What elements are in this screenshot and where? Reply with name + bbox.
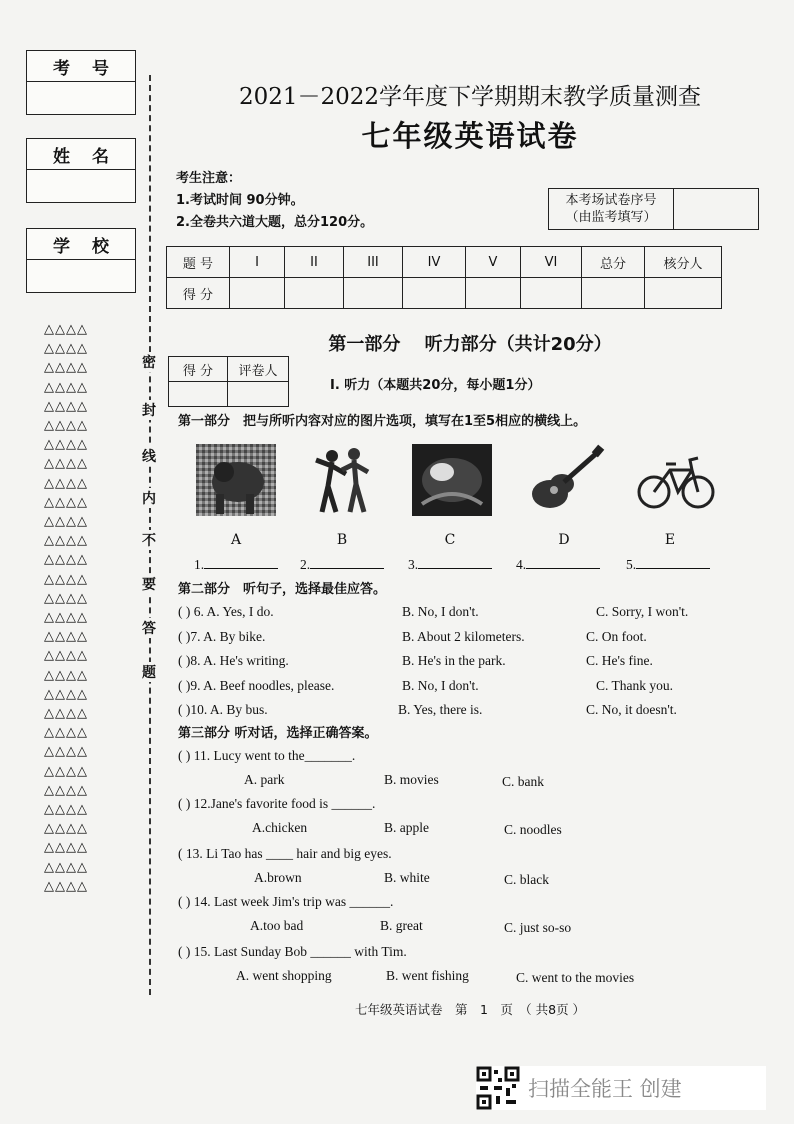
seal-char: 线 bbox=[136, 446, 162, 466]
picture-label: E bbox=[664, 532, 676, 548]
question-13-option-c: C. black bbox=[504, 872, 549, 887]
question-14-option-c: C. just so-so bbox=[504, 920, 572, 935]
part1-title: 第一部分 听力部分（共计20分） bbox=[328, 334, 612, 355]
score-value-cell[interactable] bbox=[582, 278, 645, 309]
blank-number: 2. bbox=[300, 557, 311, 572]
part1-sub2: 第二部分 听句子，选择最佳应答。 bbox=[178, 582, 387, 597]
notice bbox=[176, 168, 373, 234]
score-header-row bbox=[167, 247, 722, 278]
score-header-cell: 总分 bbox=[582, 247, 645, 278]
question-7-option-b: B. About 2 kilometers. bbox=[402, 628, 525, 644]
blank-line[interactable] bbox=[418, 556, 492, 569]
question-6-option-c: C. Sorry, I won't. bbox=[596, 604, 689, 619]
grader-table bbox=[168, 356, 289, 407]
score-header-cell: 题 号 bbox=[167, 247, 230, 278]
grader-score-label: 得 分 bbox=[169, 357, 228, 382]
triangle-row: △△△△ bbox=[44, 878, 88, 894]
triangle-row: △△△△ bbox=[44, 571, 88, 587]
question-15-option-b: B. went fishing bbox=[386, 968, 469, 983]
question-15-stem: ( ) 15. Last Sunday Bob ______ with Tim. bbox=[178, 944, 407, 959]
triangle-row: △△△△ bbox=[44, 437, 88, 453]
part1-sub3: 第三部分 听对话，选择正确答案。 bbox=[178, 726, 378, 741]
triangle-row: △△△△ bbox=[44, 802, 88, 818]
blank-line[interactable] bbox=[204, 556, 278, 569]
question-8-option-b: B. He's in the park. bbox=[402, 653, 506, 668]
name-box bbox=[26, 138, 136, 203]
score-value-cell[interactable] bbox=[645, 278, 722, 309]
answer-blank-item bbox=[626, 556, 710, 573]
question-10-option-b: B. Yes, there is. bbox=[398, 702, 483, 717]
question-13-stem: ( 13. Li Tao has ____ hair and big eyes. bbox=[178, 846, 392, 861]
answer-blank-item bbox=[408, 556, 492, 573]
triangle-row: △△△△ bbox=[44, 648, 88, 664]
exam-number-label: 考号 bbox=[27, 51, 135, 82]
score-table bbox=[166, 246, 722, 309]
seal-char: 不 bbox=[136, 530, 162, 550]
triangle-column bbox=[44, 320, 134, 896]
triangle-row: △△△△ bbox=[44, 533, 88, 549]
score-value-cell[interactable] bbox=[466, 278, 521, 309]
seal-char: 密 bbox=[136, 352, 162, 372]
question-6-option-a: ( ) 6. A. Yes, I do. bbox=[178, 604, 274, 619]
question-8-option-c: C. He's fine. bbox=[586, 653, 653, 668]
triangle-row: △△△△ bbox=[44, 456, 88, 472]
score-header-cell: II bbox=[285, 247, 344, 278]
scanner-watermark bbox=[476, 1066, 766, 1110]
school-box bbox=[26, 228, 136, 293]
triangle-row: △△△△ bbox=[44, 379, 88, 395]
answer-blank-item bbox=[516, 556, 600, 573]
picture-label: D bbox=[558, 532, 570, 548]
triangle-row: △△△△ bbox=[44, 341, 88, 357]
notice-title: 考生注意： bbox=[176, 171, 242, 186]
blank-line[interactable] bbox=[310, 556, 384, 569]
question-14-stem: ( ) 14. Last week Jim's trip was ______. bbox=[178, 894, 394, 909]
question-14-option-a: A.too bad bbox=[250, 918, 304, 933]
question-11-stem: ( ) 11. Lucy went to the_______. bbox=[178, 748, 356, 763]
triangle-row: △△△△ bbox=[44, 840, 88, 856]
picture-label: B bbox=[336, 532, 348, 548]
question-6-option-b: B. No, I don't. bbox=[402, 604, 479, 619]
notice-1: 1.考试时间 90分钟。 bbox=[176, 193, 304, 208]
exam-number-box bbox=[26, 50, 136, 115]
question-9-option-a: ( )9. A. Beef noodles, please. bbox=[178, 677, 335, 693]
score-header-cell: VI bbox=[521, 247, 582, 278]
name-field[interactable] bbox=[27, 170, 135, 202]
seal-char: 要 bbox=[136, 574, 162, 594]
question-12-option-a: A.chicken bbox=[252, 820, 308, 835]
page-footer: 七年级英语试卷 第 1 页 （ 共8页 ） bbox=[354, 1002, 586, 1017]
grader-name-label: 评卷人 bbox=[228, 357, 289, 382]
picture-a-animal bbox=[196, 444, 276, 516]
picture-label: A bbox=[230, 532, 242, 548]
grader-score-field[interactable] bbox=[169, 382, 228, 407]
answer-blank-item bbox=[300, 556, 384, 573]
triangle-row: △△△△ bbox=[44, 744, 88, 760]
answer-blank-item bbox=[194, 556, 278, 573]
question-12-option-c: C. noodles bbox=[504, 822, 562, 837]
question-12-stem: ( ) 12.Jane's favorite food is ______. bbox=[178, 796, 376, 811]
score-header-cell: I bbox=[230, 247, 285, 278]
triangle-row: △△△△ bbox=[44, 782, 88, 798]
score-header-cell: IV bbox=[403, 247, 466, 278]
serial-label-line1: 本考场试卷序号 bbox=[565, 193, 657, 208]
notice-2: 2.全卷共六道大题，总分120分。 bbox=[176, 215, 374, 230]
exam-number-field[interactable] bbox=[27, 82, 135, 114]
triangle-row: △△△△ bbox=[44, 706, 88, 722]
triangle-row: △△△△ bbox=[44, 398, 88, 414]
serial-number-table bbox=[548, 188, 759, 230]
score-value-cell[interactable] bbox=[344, 278, 403, 309]
seal-char: 内 bbox=[136, 488, 162, 508]
question-14-option-b: B. great bbox=[380, 918, 423, 933]
triangle-row: △△△△ bbox=[44, 475, 88, 491]
triangle-row: △△△△ bbox=[44, 360, 88, 376]
question-13-option-a: A.brown bbox=[254, 870, 302, 885]
watermark-text: 扫描全能王 创建 bbox=[528, 1077, 682, 1101]
score-row-label: 得 分 bbox=[167, 278, 230, 309]
triangle-row: △△△△ bbox=[44, 686, 88, 702]
blank-number: 1. bbox=[194, 557, 205, 572]
seal-char: 答 bbox=[136, 618, 162, 638]
score-value-cell[interactable] bbox=[521, 278, 582, 309]
triangle-row: △△△△ bbox=[44, 610, 88, 626]
school-field[interactable] bbox=[27, 260, 135, 292]
blank-line[interactable] bbox=[636, 556, 710, 569]
serial-number-field[interactable] bbox=[674, 189, 759, 230]
triangle-row: △△△△ bbox=[44, 629, 88, 645]
triangle-row: △△△△ bbox=[44, 821, 88, 837]
name-label: 姓名 bbox=[27, 139, 135, 170]
triangle-row: △△△△ bbox=[44, 725, 88, 741]
grader-name-field[interactable] bbox=[228, 382, 289, 407]
triangle-row: △△△△ bbox=[44, 322, 88, 337]
blank-number: 5. bbox=[626, 557, 637, 572]
question-9-option-c: C. Thank you. bbox=[596, 677, 673, 693]
blank-number: 3. bbox=[408, 557, 419, 572]
picture-b-dancing bbox=[302, 444, 382, 516]
triangle-row: △△△△ bbox=[44, 494, 88, 510]
score-value-cell[interactable] bbox=[230, 278, 285, 309]
score-value-row bbox=[167, 278, 722, 309]
picture-label: C bbox=[444, 532, 456, 548]
school-label: 学校 bbox=[27, 229, 135, 260]
question-12-option-b: B. apple bbox=[384, 820, 429, 835]
question-8-option-a: ( )8. A. He's writing. bbox=[178, 653, 289, 668]
triangle-row: △△△△ bbox=[44, 590, 88, 606]
score-header-cell: III bbox=[344, 247, 403, 278]
qr-code-icon bbox=[476, 1066, 520, 1110]
question-15-option-a: A. went shopping bbox=[236, 968, 332, 983]
question-9-option-b: B. No, I don't. bbox=[402, 677, 479, 693]
score-header-cell: 核分人 bbox=[645, 247, 722, 278]
picture-d-guitar bbox=[526, 444, 606, 516]
seal-char: 题 bbox=[136, 662, 162, 682]
score-value-cell[interactable] bbox=[285, 278, 344, 309]
question-11-option-b: B. movies bbox=[384, 772, 439, 787]
triangle-row: △△△△ bbox=[44, 552, 88, 568]
question-10-option-c: C. No, it doesn't. bbox=[586, 702, 677, 717]
blank-line[interactable] bbox=[526, 556, 600, 569]
exam-title: 2021－2022学年度下学期期末教学质量测查 bbox=[238, 84, 702, 110]
picture-c-scene bbox=[412, 444, 492, 516]
question-10-option-a: ( )10. A. By bus. bbox=[178, 702, 268, 717]
question-13-option-b: B. white bbox=[384, 870, 430, 885]
triangle-row: △△△△ bbox=[44, 418, 88, 434]
score-header-cell: V bbox=[466, 247, 521, 278]
blank-number: 4. bbox=[516, 557, 527, 572]
serial-label bbox=[549, 189, 674, 230]
score-value-cell[interactable] bbox=[403, 278, 466, 309]
question-11-option-a: A. park bbox=[244, 772, 285, 787]
listening-section-title: I. 听力（本题共20分，每小题1分） bbox=[330, 378, 541, 393]
seal-char: 封 bbox=[136, 400, 162, 420]
serial-label-line2: （由监考填写） bbox=[565, 210, 657, 225]
question-11-option-c: C. bank bbox=[502, 774, 544, 789]
question-15-option-c: C. went to the movies bbox=[516, 970, 635, 985]
question-7-option-a: ( )7. A. By bike. bbox=[178, 628, 266, 644]
triangle-row: △△△△ bbox=[44, 667, 88, 683]
triangle-row: △△△△ bbox=[44, 514, 88, 530]
question-7-option-c: C. On foot. bbox=[586, 628, 647, 644]
triangle-row: △△△△ bbox=[44, 763, 88, 779]
triangle-row: △△△△ bbox=[44, 859, 88, 875]
part1-sub1: 第一部分 把与所听内容对应的图片选项，填写在1至5相应的横线上。 bbox=[178, 414, 587, 429]
exam-subtitle: 七年级英语试卷 bbox=[361, 119, 579, 153]
picture-e-bicycle bbox=[636, 444, 716, 516]
